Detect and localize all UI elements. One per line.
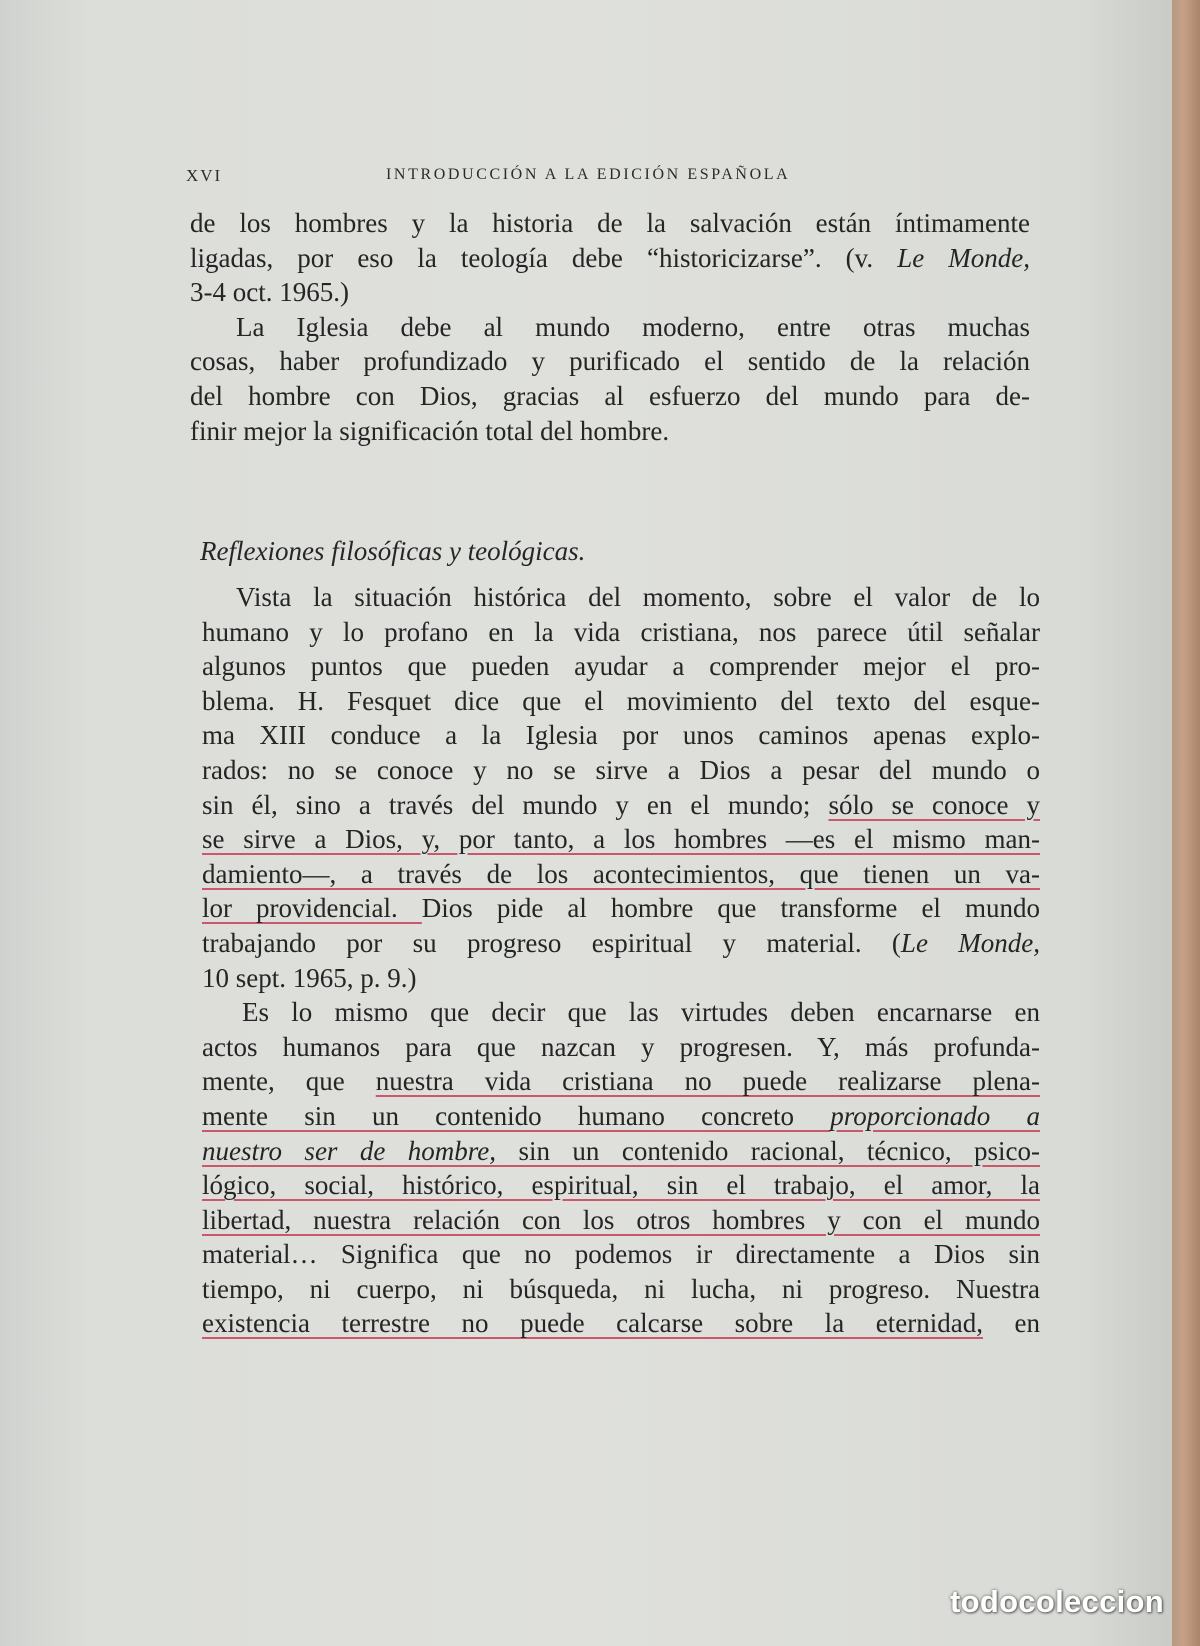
citation-title: Le Monde, [900,927,1040,958]
text-line: mente, que nuestra vida cristiana no puede realizarse plena- [202,1066,1040,1097]
text-line: libertad, nuestra relación con los otros hombres y con el mundo [202,1204,1040,1235]
text-line: material… Significa que no podemos ir directamente a Dios sin [202,1239,1040,1270]
page-number: XVI [186,166,223,185]
text-line: algunos puntos que pueden ayudar a comprender mejor el pro- [202,651,1040,682]
text-line: de los hombres y la historia de la salvación están íntimamente [190,208,1030,238]
text-line: cosas, haber profundizado y purificado el sentido de la relación [190,346,1030,377]
text-line: ligadas, por eso la teología debe “historicizarse”. (v. Le Monde, [190,242,1030,273]
text-line: 10 sept. 1965, p. 9.) [202,962,417,993]
text-line: lógico, social, histórico, espiritual, sin el trabajo, el amor, la [202,1170,1040,1201]
text-line: nuestro ser de hombre, sin un contenido racional, técnico, psico- [202,1135,1040,1166]
underlined-passage: existencia terrestre no puede calcarse sobre la eternidad, [202,1308,983,1339]
book-edge [1172,0,1200,1646]
text-line: rados: no se conoce y no se sirve a Dios a pesar del mundo o [202,754,1040,785]
text-line: trabajando por su progreso espiritual y material. (Le Monde, [202,927,1040,958]
text-line: finir mejor la significación total del hombre. [190,415,670,446]
text-line: humano y lo profano en la vida cristiana, nos parece útil señalar [202,616,1040,647]
text-line: existencia terrestre no puede calcarse sobre la eternidad, en [202,1308,1041,1339]
text-line: blema. H. Fesquet dice que el movimiento del texto del esque- [202,685,1040,716]
text-line: lor providencial. Dios pide al hombre que transforme el mundo [202,893,1040,924]
running-head [0,166,1172,192]
watermark [950,1584,1164,1620]
underlined-passage: lor providencial. [202,893,422,924]
text-line: se sirve a Dios, y, por tanto, a los hombres —es el mismo man- [202,824,1040,855]
section-heading: Reflexiones filosóficas y teológicas. [200,536,586,566]
running-title: INTRODUCCIÓN A LA EDICIÓN ESPAÑOLA [386,166,791,183]
watermark-text: todocoleccion [949,1584,1164,1619]
text-line: Es lo mismo que decir que las virtudes deben encarnarse en [242,997,1040,1028]
paragraph-continuation [190,206,1030,448]
text-line: 3-4 oct. 1965.) [190,277,349,308]
text-line: del hombre con Dios, gracias al esfuerzo del mundo para de- [190,380,1030,411]
text-line: actos humanos para que nazcan y progresen. Y, más profunda- [202,1031,1040,1062]
text-line: La Iglesia debe al mundo moderno, entre otras muchas [236,311,1030,342]
underlined-passage: sólo se conoce y [828,789,1041,820]
paragraph-body [202,580,1040,1341]
text-line: ma XIII conduce a la Iglesia por unos caminos apenas explo- [202,720,1040,751]
text-line: sin él, sino a través del mundo y en el mundo; sólo se conoce y [202,789,1041,820]
text-line: mente sin un contenido humano concreto proporcionado a [202,1100,1040,1131]
text-line: tiempo, ni cuerpo, ni búsqueda, ni lucha, ni progreso. Nuestra [202,1273,1040,1304]
text-line: damiento—, a través de los acontecimientos, que tienen un va- [202,858,1040,889]
citation-title: Le Monde, [897,242,1030,273]
text-line: Vista la situación histórica del momento, sobre el valor de lo [236,582,1040,612]
underlined-passage: nuestra vida cristiana no puede realizarse plena- [375,1066,1040,1097]
